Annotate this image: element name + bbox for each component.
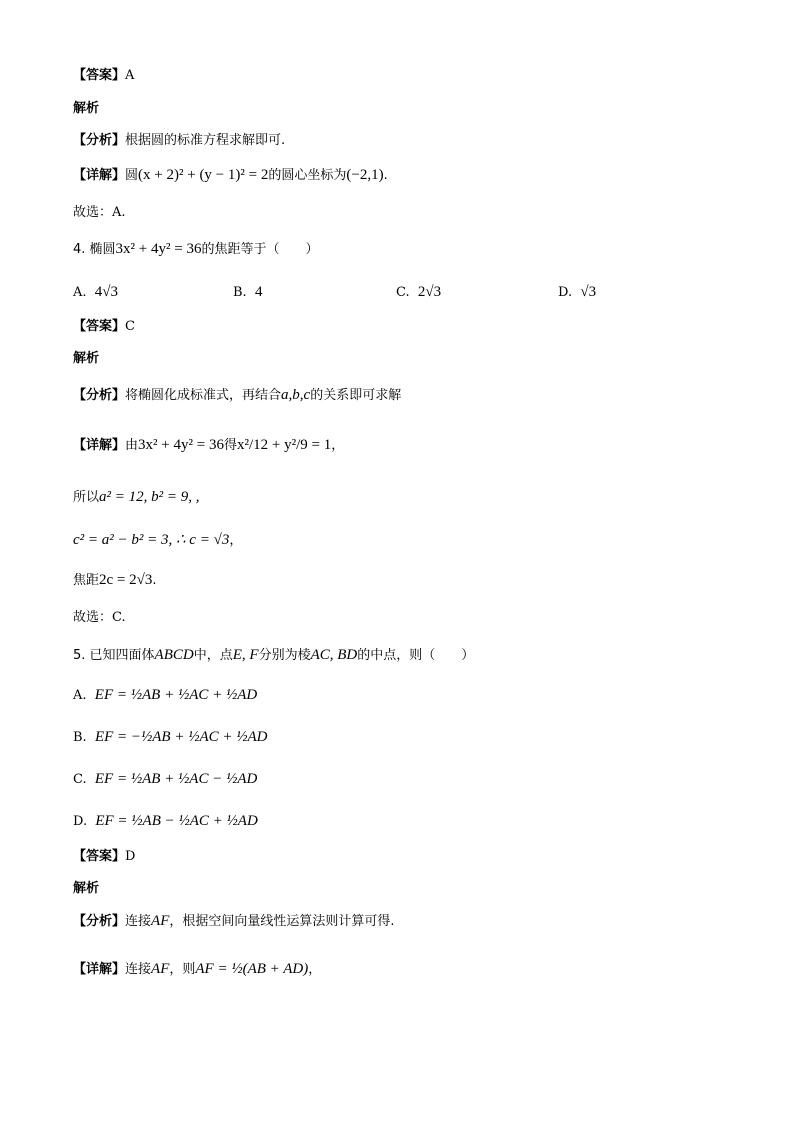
q4-stem-pre: 4. 椭圆 <box>73 242 116 257</box>
q5-option-d-expr: EF = ½AB − ½AC + ½AD <box>95 813 258 829</box>
q4-line2 <box>73 488 200 507</box>
q5-fenxi-line <box>73 912 395 931</box>
q5-option-d <box>73 812 258 831</box>
q4-fenxi-abc: a,b,c <box>281 387 311 403</box>
q4-line4-pre: 焦距 <box>73 573 100 588</box>
q5-stem <box>73 646 474 665</box>
q4-choice-line <box>73 609 126 627</box>
q4-answer-value: C <box>125 319 135 334</box>
q4-line4 <box>73 571 157 590</box>
xiangjie-label: 【详解】 <box>73 168 126 183</box>
q4-fenxi-line <box>73 386 401 405</box>
q3-analysis-heading <box>73 100 99 118</box>
q5-xiangjie-pre: 连接 <box>125 962 152 977</box>
q3-xiangjie-mid: 的圆心坐标为 <box>268 168 347 183</box>
q4-line3 <box>73 531 242 550</box>
q4-xiangjie-mid: 得 <box>223 438 237 453</box>
q4-option-c <box>396 283 441 302</box>
guxuan-label: 故选： <box>73 205 113 220</box>
q5-option-a <box>73 686 257 705</box>
q5-option-c-letter: C. <box>73 772 87 787</box>
q4-option-c-value: 2√3 <box>417 284 442 300</box>
q4-line4-end: . <box>152 573 157 588</box>
q3-choice-line <box>73 204 126 222</box>
fenxi-label: 【分析】 <box>73 388 126 403</box>
q4-xiangjie-end: ， <box>331 438 345 453</box>
q4-line3-equation: c² = a² − b² = 3, ∴ c = √3 <box>73 532 230 548</box>
q4-line2-equation: a² = 12, b² = 9, , <box>99 489 200 505</box>
answer-label: 【答案】 <box>73 319 126 334</box>
q4-answer-line <box>73 318 135 336</box>
q5-fenxi-af: AF <box>151 913 170 929</box>
q5-analysis-heading <box>73 880 99 898</box>
q5-option-b <box>73 728 268 747</box>
q3-circle-equation: (x + 2)² + (y − 1)² = 2 <box>138 167 269 183</box>
q3-xiangjie-line <box>73 166 388 185</box>
q5-xiangjie-mid: ，则 <box>169 962 196 977</box>
analysis-label: 解析 <box>73 351 100 366</box>
q5-fenxi-text-2: ，根据空间向量线性运算法则计算可得. <box>169 914 395 929</box>
q5-option-b-letter: B. <box>73 730 87 745</box>
q3-xiangjie-end: . <box>383 168 388 183</box>
q5-answer-line <box>73 848 135 866</box>
answer-label: 【答案】 <box>73 68 126 83</box>
q4-line3-end: ， <box>229 533 243 548</box>
q4-standard-form: x²/12 + y²/9 = 1 <box>236 437 332 453</box>
fenxi-label: 【分析】 <box>73 914 126 929</box>
q5-option-b-expr: EF = −½AB + ½AC + ½AD <box>94 729 268 745</box>
q4-option-c-letter: C. <box>396 285 410 300</box>
q4-line4-equation: 2c = 2√3 <box>99 572 153 588</box>
q5-xiangjie-af: AF <box>151 961 170 977</box>
q4-analysis-heading <box>73 350 99 368</box>
q5-option-a-expr: EF = ½AB + ½AC + ½AD <box>94 687 258 703</box>
q4-option-d <box>558 283 596 302</box>
q5-stem-acbd: AC, BD <box>310 647 358 663</box>
q3-answer-value: A <box>125 68 135 83</box>
q5-xiangjie-end: ， <box>308 962 322 977</box>
q3-fenxi-line <box>73 132 285 150</box>
q4-choice: C. <box>112 610 126 625</box>
q4-xiangjie-equation: 3x² + 4y² = 36 <box>138 437 224 453</box>
q4-line2-pre: 所以 <box>73 490 100 505</box>
q4-xiangjie-pre: 由 <box>125 438 139 453</box>
q4-option-d-value: √3 <box>580 284 597 300</box>
q4-fenxi-text-2: 的关系即可求解 <box>310 388 402 403</box>
q4-option-b-letter: B. <box>233 285 247 300</box>
q4-option-a <box>73 283 118 302</box>
q3-center: (−2,1) <box>346 167 384 183</box>
q5-stem-pre: 5. 已知四面体 <box>73 648 155 663</box>
q3-choice: A. <box>112 205 126 220</box>
answer-label: 【答案】 <box>73 849 126 864</box>
q5-stem-ef: E, F <box>232 647 259 663</box>
q5-option-c-expr: EF = ½AB + ½AC − ½AD <box>94 771 258 787</box>
q4-option-b-value: 4 <box>254 284 263 300</box>
q5-stem-mid2: 分别为棱 <box>258 648 311 663</box>
q4-stem-equation: 3x² + 4y² = 36 <box>115 241 202 257</box>
q4-xiangjie-line <box>73 430 344 461</box>
q5-fenxi-text-1: 连接 <box>125 914 152 929</box>
q4-stem <box>73 240 318 259</box>
q4-option-a-value: 4√3 <box>94 284 119 300</box>
q4-option-b <box>233 283 262 302</box>
q3-xiangjie-pre: 圆 <box>125 168 139 183</box>
analysis-label: 解析 <box>73 101 100 116</box>
q4-option-a-letter: A. <box>73 285 87 300</box>
q4-fenxi-text-1: 将椭圆化成标准式，再结合 <box>125 388 282 403</box>
q5-answer-value: D <box>125 849 136 864</box>
xiangjie-label: 【详解】 <box>73 962 126 977</box>
q5-stem-abcd: ABCD <box>154 647 194 663</box>
q5-option-c <box>73 770 257 789</box>
xiangjie-label: 【详解】 <box>73 438 126 453</box>
q5-stem-mid1: 中，点 <box>193 648 233 663</box>
q3-answer-line <box>73 67 134 85</box>
fenxi-label: 【分析】 <box>73 133 126 148</box>
q5-xiangjie-equation: AF = ½(AB + AD) <box>195 961 309 977</box>
q5-option-a-letter: A. <box>73 688 87 703</box>
q4-stem-post: 的焦距等于（ ） <box>201 242 319 257</box>
q4-option-d-letter: D. <box>558 285 573 300</box>
analysis-label: 解析 <box>73 881 100 896</box>
q5-xiangjie-line <box>73 960 321 979</box>
guxuan-label: 故选： <box>73 610 113 625</box>
q5-option-d-letter: D. <box>73 814 88 829</box>
q3-fenxi-text: 根据圆的标准方程求解即可. <box>125 133 286 148</box>
q5-stem-post: 的中点，则（ ） <box>357 648 475 663</box>
